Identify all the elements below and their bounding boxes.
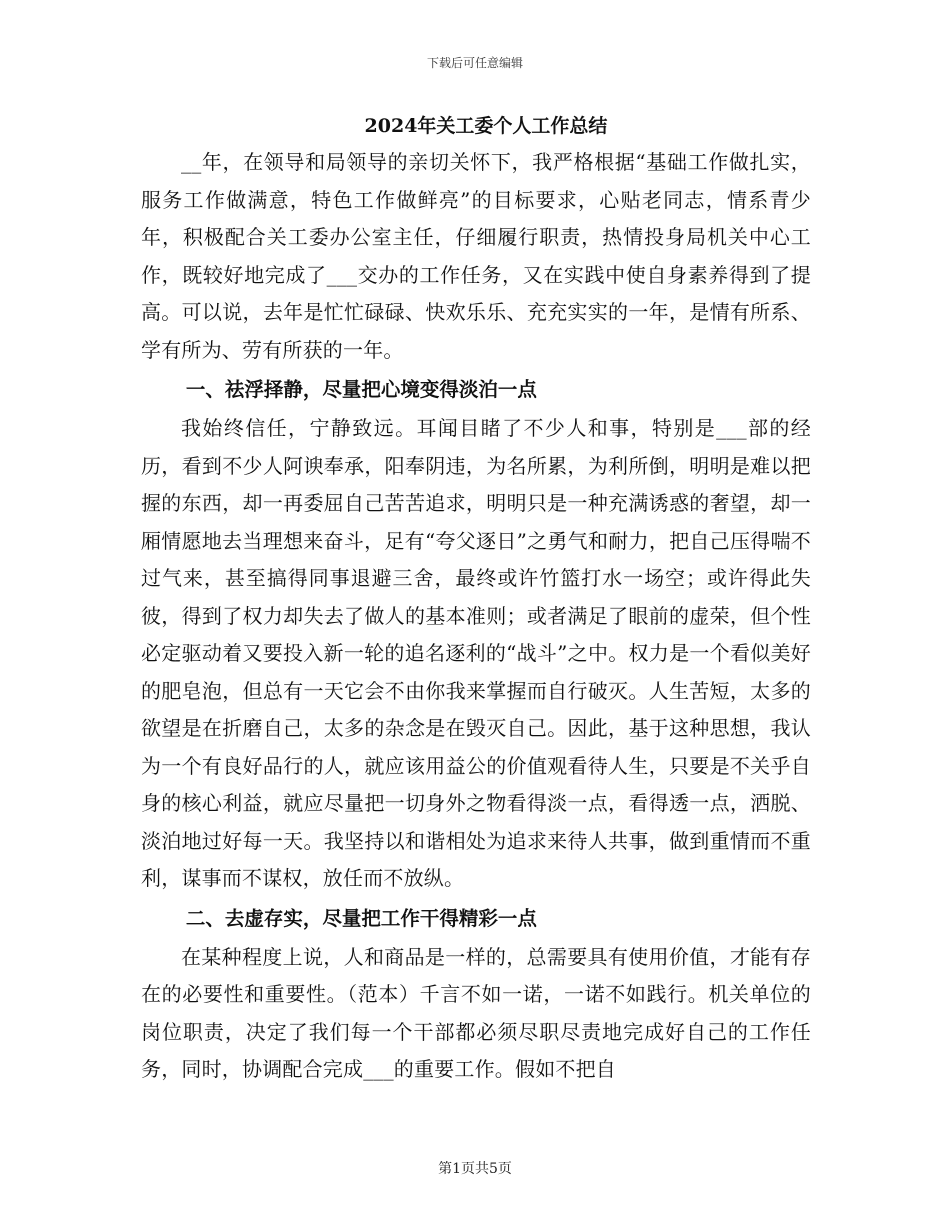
header-note: 下载后可任意编辑 — [426, 56, 523, 70]
section-2-heading: 二、去虚存实，尽量把工作干得精彩一点 — [185, 906, 537, 930]
intro-paragraph: __年，在领导和局领导的亲切关怀下，我严格根据“基础工作做扎实，服务工作做满意，特色工作做鲜亮”的目标要求，心贴老同志，情系青少年，积极配合关工委办公室主任，仔细履行职责，热情投身局机关中心工作，既较好地完成了___交办的工作任务，又在实践中使自身素养得到了提高。可以说，去年是忙忙碌碌、快欢乐乐、充充实实的一年，是情有所系、学有所为、劳有所获的一年。 — [141, 150, 811, 362]
document-title: 2024年关工委个人工作总结 — [364, 115, 608, 137]
page-number: 第1页共5页 — [438, 1161, 512, 1177]
section-1-paragraph: 我始终信任，宁静致远。耳闻目睹了不少人和事，特别是___部的经历，看到不少人阿谀奉承，阳奉阴违，为名所累，为利所倒，明明是难以把握的东西，却一再委屈自己苦苦追求，明明只是一种充满诱惑的奢望，却一厢情愿地去当理想来奋斗，足有“夸父逐日”之勇气和耐力，把自己压得喘不过气来，甚至搞得同事退避三舍，最终或许竹篮打水一场空；或许得此失彼，得到了权力却失去了做人的基本准则；或者满足了眼前的虚荣，但个性必定驱动着又要投入新一轮的追名逐利的“战斗”之中。权力是一个看似美好的肥皂泡，但总有一天它会不由你我来掌握而自行破灭。人生苦短，太多的欲望是在折磨自己，太多的杂念是在毁灭自己。因此，基于这种思想，我认为一个有良好品行的人，就应该用益公的价值观看待人生，只要是不关乎自身的核心利益，就应尽量把一切身外之物看得淡一点，看得透一点，洒脱、淡泊地过好每一天。我坚持以和谐相处为追求来待人共事，做到重情而不重利，谋事而不谋权，放任而不放纵。 — [141, 416, 811, 890]
document-body — [141, 108, 811, 1089]
section-2-paragraph: 在某种程度上说，人和商品是一样的，总需要具有使用价值，才能有存在的必要性和重要性。（范本）千言不如一诺，一诺不如践行。机关单位的岗位职责，决定了我们每一个干部都必须尽职尽责地完成好自己的工作任务，同时，协调配合完成___的重要工作。假如不把自 — [141, 944, 811, 1081]
section-1-heading: 一、祛浮择静，尽量把心境变得淡泊一点 — [185, 378, 537, 401]
